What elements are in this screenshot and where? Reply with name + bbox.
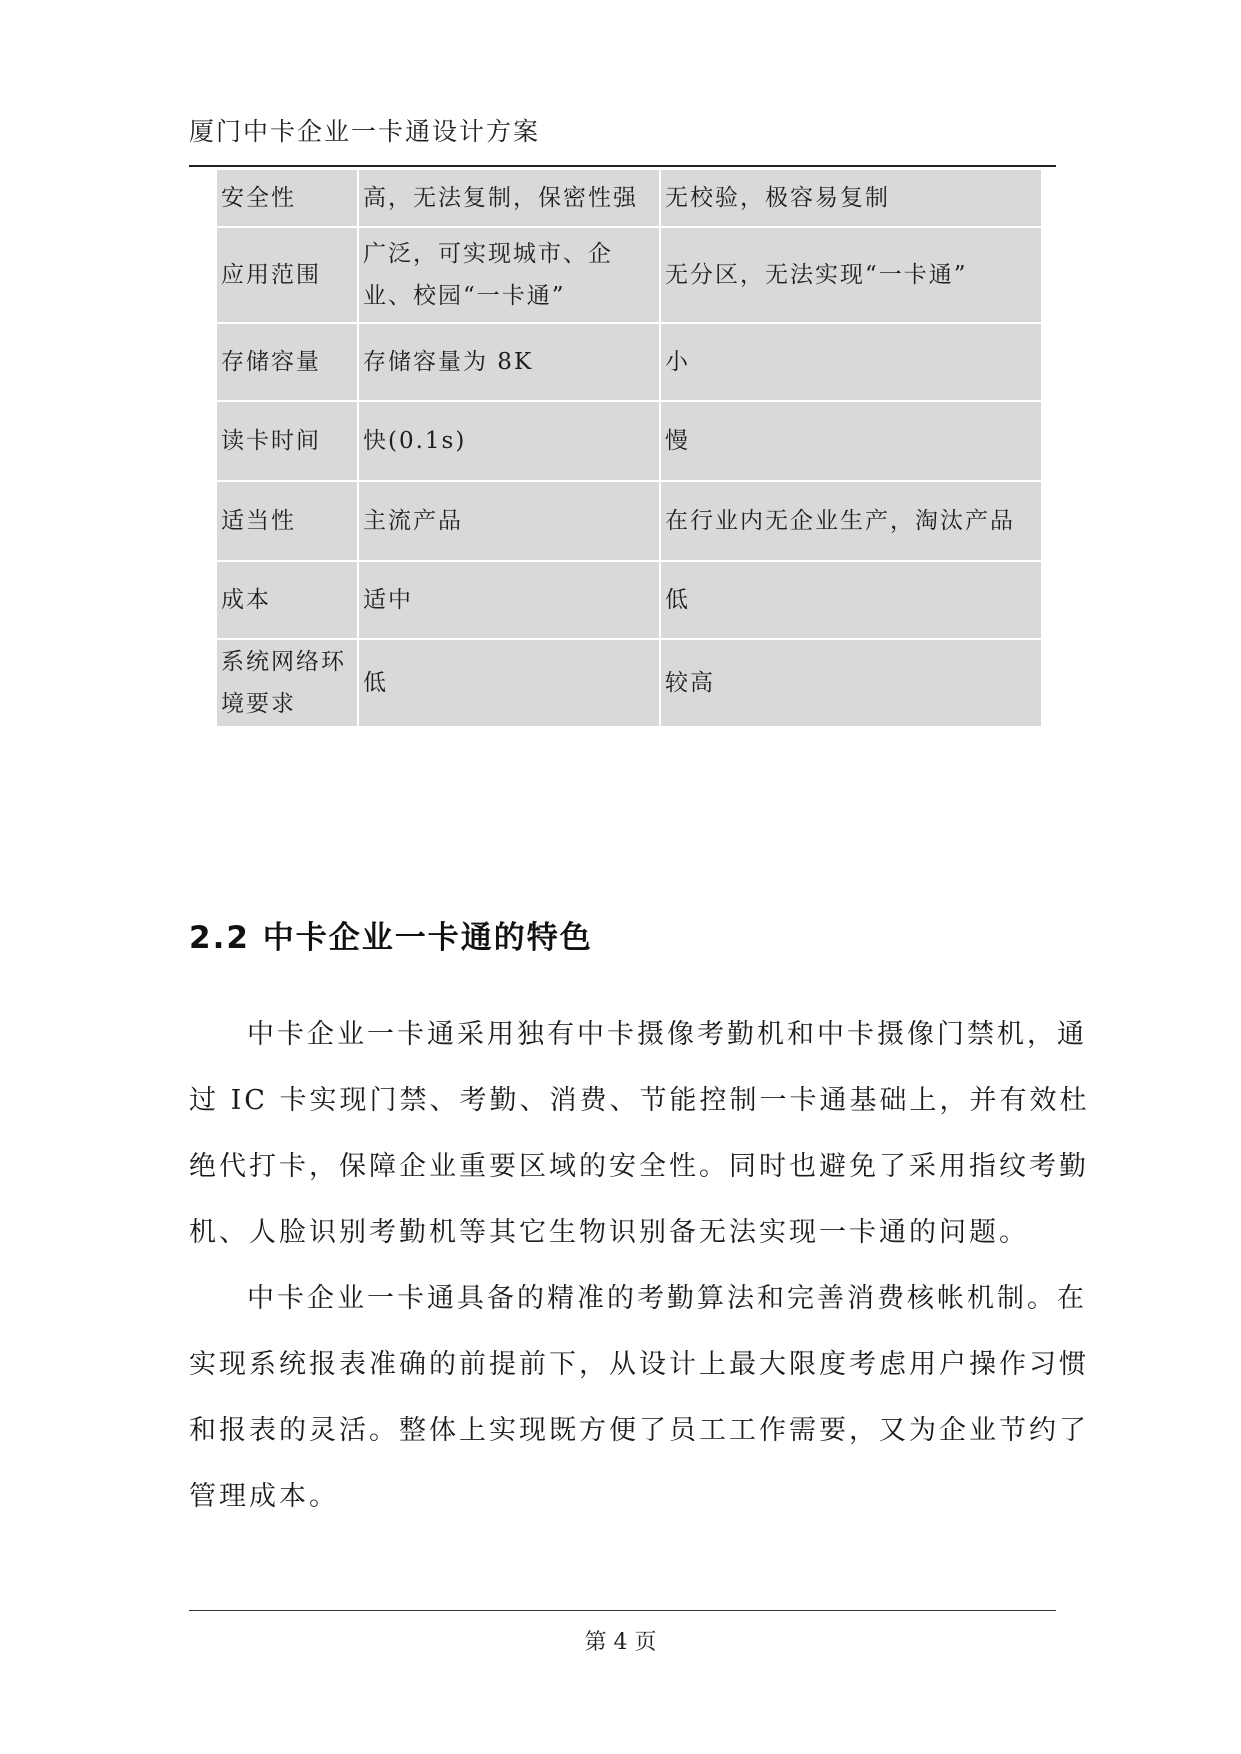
row-value-a-cell: 高，无法复制，保密性强 bbox=[358, 169, 660, 227]
paragraph-line: 中卡企业一卡通采用独有中卡摄像考勤机和中卡摄像门禁机，通 bbox=[247, 1019, 1087, 1050]
row-attribute-cell: 适当性 bbox=[216, 481, 358, 561]
running-header-title: 厦门中卡企业一卡通设计方案 bbox=[189, 117, 541, 146]
row-value-b-cell: 无分区，无法实现“一卡通” bbox=[660, 227, 1042, 323]
paragraph-line: 中卡企业一卡通具备的精准的考勤算法和完善消费核帐机制。在 bbox=[247, 1283, 1087, 1314]
row-value-b-cell: 慢 bbox=[660, 401, 1042, 481]
paragraph-attendance bbox=[189, 1266, 1089, 1530]
table-row bbox=[216, 227, 1042, 323]
paragraph-line: 管理成本。 bbox=[189, 1481, 339, 1512]
row-value-a-cell: 适中 bbox=[358, 561, 660, 639]
paragraph-line: 实现系统报表准确的前提前下，从设计上最大限度考虑用户操作习惯 bbox=[189, 1349, 1089, 1380]
row-value-b-cell: 低 bbox=[660, 561, 1042, 639]
row-value-b-cell: 无校验，极容易复制 bbox=[660, 169, 1042, 227]
paragraph-line: 和报表的灵活。整体上实现既方便了员工工作需要，又为企业节约了 bbox=[189, 1415, 1089, 1446]
table-row bbox=[216, 401, 1042, 481]
row-value-a-cell: 广泛，可实现城市、企业、校园“一卡通” bbox=[358, 227, 660, 323]
paragraph-line: 过 IC 卡实现门禁、考勤、消费、节能控制一卡通基础上，并有效杜 bbox=[189, 1085, 1090, 1116]
comparison-table bbox=[215, 168, 1043, 728]
table-row bbox=[216, 561, 1042, 639]
row-value-a-cell: 快(0.1s) bbox=[358, 401, 660, 481]
row-value-a-cell: 主流产品 bbox=[358, 481, 660, 561]
table-row bbox=[216, 169, 1042, 227]
paragraph-features bbox=[189, 1002, 1090, 1266]
header-divider bbox=[189, 165, 1056, 167]
row-attribute-cell: 读卡时间 bbox=[216, 401, 358, 481]
row-value-b-cell: 较高 bbox=[660, 639, 1042, 727]
paragraph-line: 机、人脸识别考勤机等其它生物识别备无法实现一卡通的问题。 bbox=[189, 1217, 1029, 1248]
table-row bbox=[216, 639, 1042, 727]
page-number: 第 4 页 bbox=[584, 1630, 657, 1655]
row-attribute-cell: 存储容量 bbox=[216, 323, 358, 401]
table-row bbox=[216, 481, 1042, 561]
row-value-b-cell: 在行业内无企业生产，淘汰产品 bbox=[660, 481, 1042, 561]
row-value-b-cell: 小 bbox=[660, 323, 1042, 401]
paragraph-line: 绝代打卡，保障企业重要区域的安全性。同时也避免了采用指纹考勤 bbox=[189, 1151, 1089, 1182]
row-attribute-cell: 安全性 bbox=[216, 169, 358, 227]
table-row bbox=[216, 323, 1042, 401]
footer-divider bbox=[189, 1610, 1056, 1611]
row-value-a-cell: 低 bbox=[358, 639, 660, 727]
row-attribute-cell: 应用范围 bbox=[216, 227, 358, 323]
section-heading: 2.2 中卡企业一卡通的特色 bbox=[189, 920, 593, 956]
row-attribute-cell: 成本 bbox=[216, 561, 358, 639]
row-value-a-cell: 存储容量为 8K bbox=[358, 323, 660, 401]
row-attribute-cell: 系统网络环境要求 bbox=[216, 639, 358, 727]
